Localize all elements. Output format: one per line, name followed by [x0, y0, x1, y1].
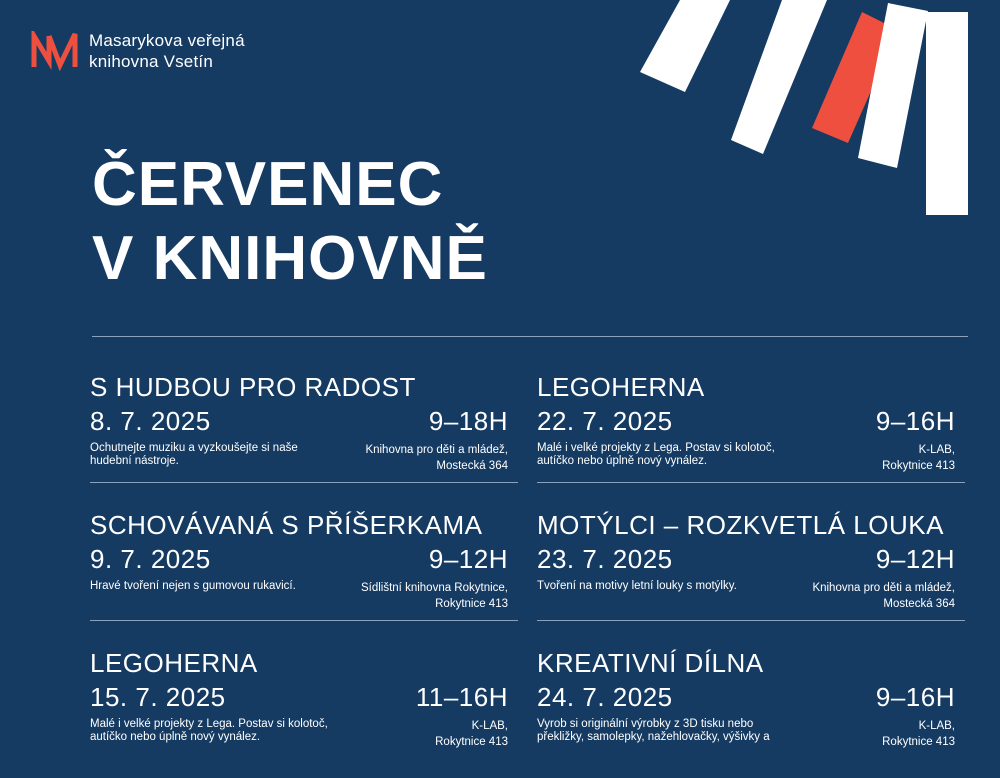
page-headline [92, 148, 488, 296]
event-date: 24. 7. 2025 [537, 682, 673, 712]
event-place-line2: Mostecká 364 [436, 460, 508, 472]
event-place-line1: K-LAB, [471, 720, 508, 732]
event-date: 22. 7. 2025 [537, 406, 673, 436]
event-time: 9–12H [428, 544, 508, 574]
event-title: LEGOHERNA [90, 648, 258, 678]
event-title: KREATIVNÍ DÍLNA [537, 648, 764, 678]
event-place-line1: Sídlištní knihovna Rokytnice, [360, 582, 508, 594]
event-place [755, 442, 955, 474]
event-description: Vyrob si originální výrobky z 3D tisku nebo překližky, samolepky, nažehlovačky, výšivky a [537, 718, 770, 743]
event-card [90, 372, 518, 502]
library-name [89, 30, 245, 72]
event-time: 9–16H [875, 682, 955, 712]
library-logo [30, 30, 245, 72]
event-place-line1: Knihovna pro děti a mládež, [365, 444, 508, 456]
event-place-line1: K-LAB, [918, 444, 955, 456]
event-date: 8. 7. 2025 [90, 406, 211, 436]
headline-line1: ČERVENEC [92, 150, 444, 219]
event-title: MOTÝLCI – ROZKVETLÁ LOUKA [537, 510, 944, 540]
library-name-line2: knihovna Vsetín [89, 52, 213, 71]
event-place [308, 580, 508, 612]
library-name-line1: Masarykova veřejná [89, 31, 245, 50]
event-description: Tvoření na motivy letní louky s motýlky. [537, 580, 737, 592]
event-place [308, 442, 508, 474]
event-place-line1: K-LAB, [918, 720, 955, 732]
event-date: 23. 7. 2025 [537, 544, 673, 574]
event-description: Ochutnejte muziku a vyzkoušejte si naše hudební nástroje. [90, 442, 298, 467]
event-card [90, 648, 518, 778]
event-place [755, 580, 955, 612]
event-time: 9–16H [875, 406, 955, 436]
event-place [308, 718, 508, 750]
event-card [90, 510, 518, 640]
event-title: S HUDBOU PRO RADOST [90, 372, 416, 402]
event-title: SCHOVÁVANÁ S PŘÍŠERKAMA [90, 510, 483, 540]
event-title: LEGOHERNA [537, 372, 705, 402]
event-divider [537, 620, 965, 621]
header-divider [92, 336, 968, 337]
headline-line2: V KNIHOVNĚ [92, 224, 488, 293]
library-logo-mark-icon [30, 31, 80, 71]
event-place [755, 718, 955, 750]
event-card [537, 510, 965, 640]
event-description: Malé i velké projekty z Lega. Postav si kolotoč, autíčko nebo úplně nový vynález. [537, 442, 775, 467]
event-place-line2: Mostecká 364 [883, 598, 955, 610]
event-date: 9. 7. 2025 [90, 544, 211, 574]
event-time: 11–16H [415, 682, 508, 712]
event-card [537, 648, 965, 778]
event-divider [90, 620, 518, 621]
event-place-line2: Rokytnice 413 [882, 736, 955, 748]
event-card [537, 372, 965, 502]
event-place-line1: Knihovna pro děti a mládež, [812, 582, 955, 594]
event-time: 9–12H [875, 544, 955, 574]
event-divider [90, 482, 518, 483]
event-place-line2: Rokytnice 413 [435, 736, 508, 748]
event-description: Malé i velké projekty z Lega. Postav si kolotoč, autíčko nebo úplně nový vynález. [90, 718, 328, 743]
event-time: 9–18H [428, 406, 508, 436]
book-stripes-decoration [640, 0, 1000, 220]
event-date: 15. 7. 2025 [90, 682, 226, 712]
event-divider [537, 482, 965, 483]
event-place-line2: Rokytnice 413 [435, 598, 508, 610]
event-place-line2: Rokytnice 413 [882, 460, 955, 472]
event-description: Hravé tvoření nejen s gumovou rukavicí. [90, 580, 296, 592]
